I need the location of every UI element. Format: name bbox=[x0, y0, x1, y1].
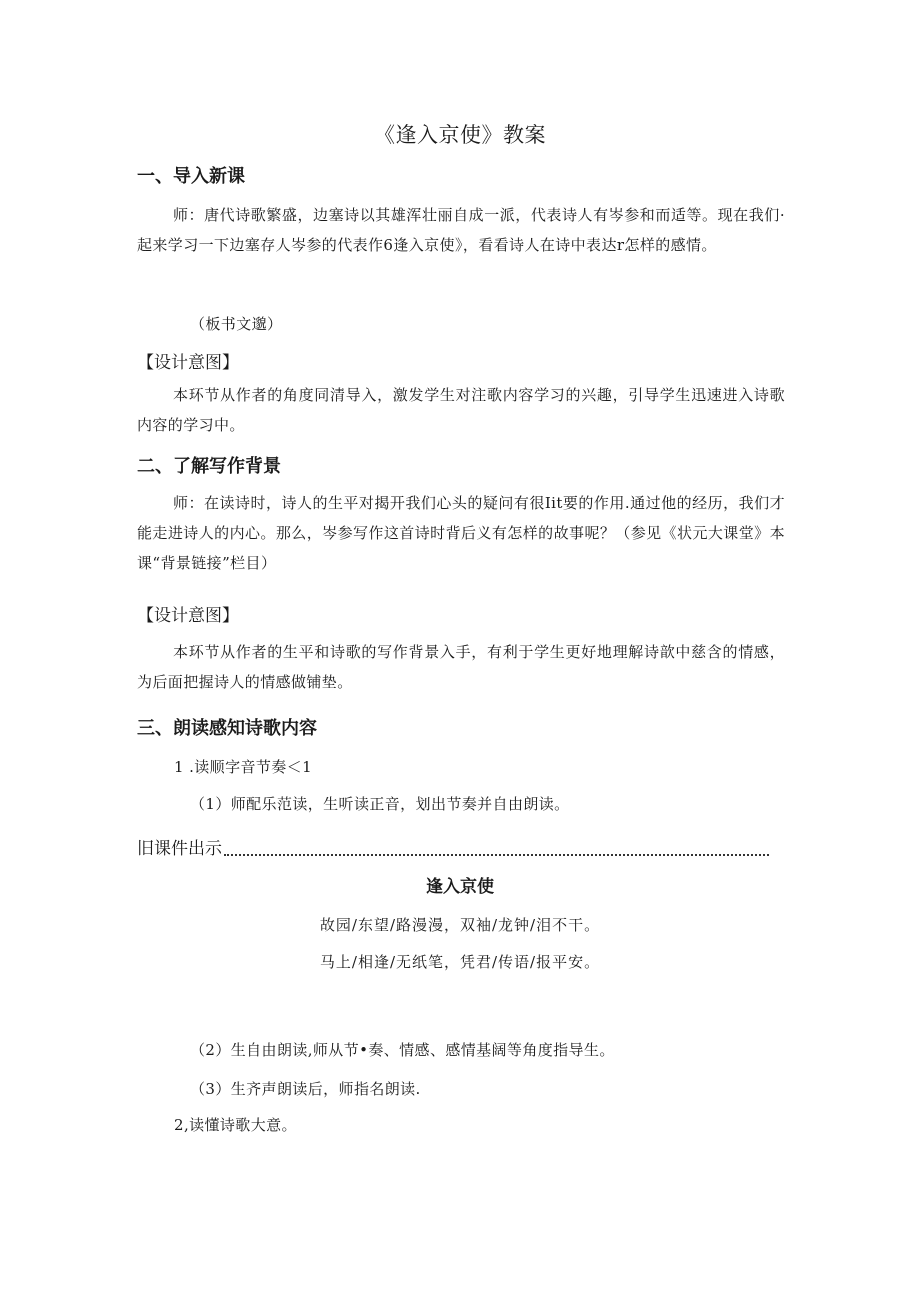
design-intent-text: 本环节从作者的角度同清导入，激发学生对注歌内容学习的兴趣，引导学生迅速进入诗歌内容的学习中。 bbox=[137, 386, 785, 434]
background-paragraph: 师：在读诗时，诗人的生平对揭开我们心头的疑问有很Iit要的作用.通过他的经历，我们才能走进诗人的内心。那么，岑参写作这首诗时背后义有怎样的故事呢？（参见《状元大课堂》本课“背景链接”栏目） bbox=[137, 494, 785, 572]
section-heading-reading: 三、朗读感知诗歌内容 bbox=[137, 718, 317, 739]
substep-2: （2）生自由朗读,师从节•奏、情感、感情基阔等角度指导生。 bbox=[190, 1041, 615, 1059]
design-intent-label: 【设计意图】 bbox=[137, 606, 239, 626]
step-1-label: 1 .读顺字音节奏＜1 bbox=[174, 758, 313, 776]
poem-line-2: 马上/相逢/无纸笔，凭君/传语/报平安。 bbox=[319, 953, 601, 971]
substep-1: （1）师配乐范读，生听读正音，划出节奏并自由朗读。 bbox=[190, 795, 570, 813]
poem-title: 逢入京使 bbox=[426, 877, 494, 897]
section-heading-background: 二、了解写作背景 bbox=[137, 456, 281, 477]
document-title: 《逢入京使》教案 bbox=[374, 123, 546, 147]
poem-line-1: 故园/东望/路漫漫，双袖/龙钟/泪不干。 bbox=[319, 916, 601, 934]
design-intent-label: 【设计意图】 bbox=[137, 353, 239, 373]
courseware-line bbox=[137, 836, 769, 862]
substep-3: （3）生齐声朗读后，师指名朗读. bbox=[190, 1080, 421, 1098]
section-heading-intro: 一、导入新课 bbox=[137, 166, 245, 187]
courseware-label: 旧课件出示 bbox=[137, 839, 222, 859]
step-2-label: 2,读懂诗歌大意。 bbox=[174, 1116, 297, 1134]
board-writing-note: （板书文邈） bbox=[190, 315, 283, 333]
intro-paragraph: 师：唐代诗歌繁盛，边塞诗以其雄浑壮丽自成一派，代表诗人有岑参和而适等。现在我们·起来学习一下边塞存人岑参的代表作6逢入京使》，看看诗人在诗中表达r怎样的感情。 bbox=[137, 206, 785, 254]
design-intent-text: 本环节从作者的生平和诗歌的写作背景入手，有利于学生更好地理解诗歆中慈含的情感，为后面把握诗人的情感做铺垫。 bbox=[137, 643, 785, 691]
dotted-leader bbox=[224, 854, 769, 856]
